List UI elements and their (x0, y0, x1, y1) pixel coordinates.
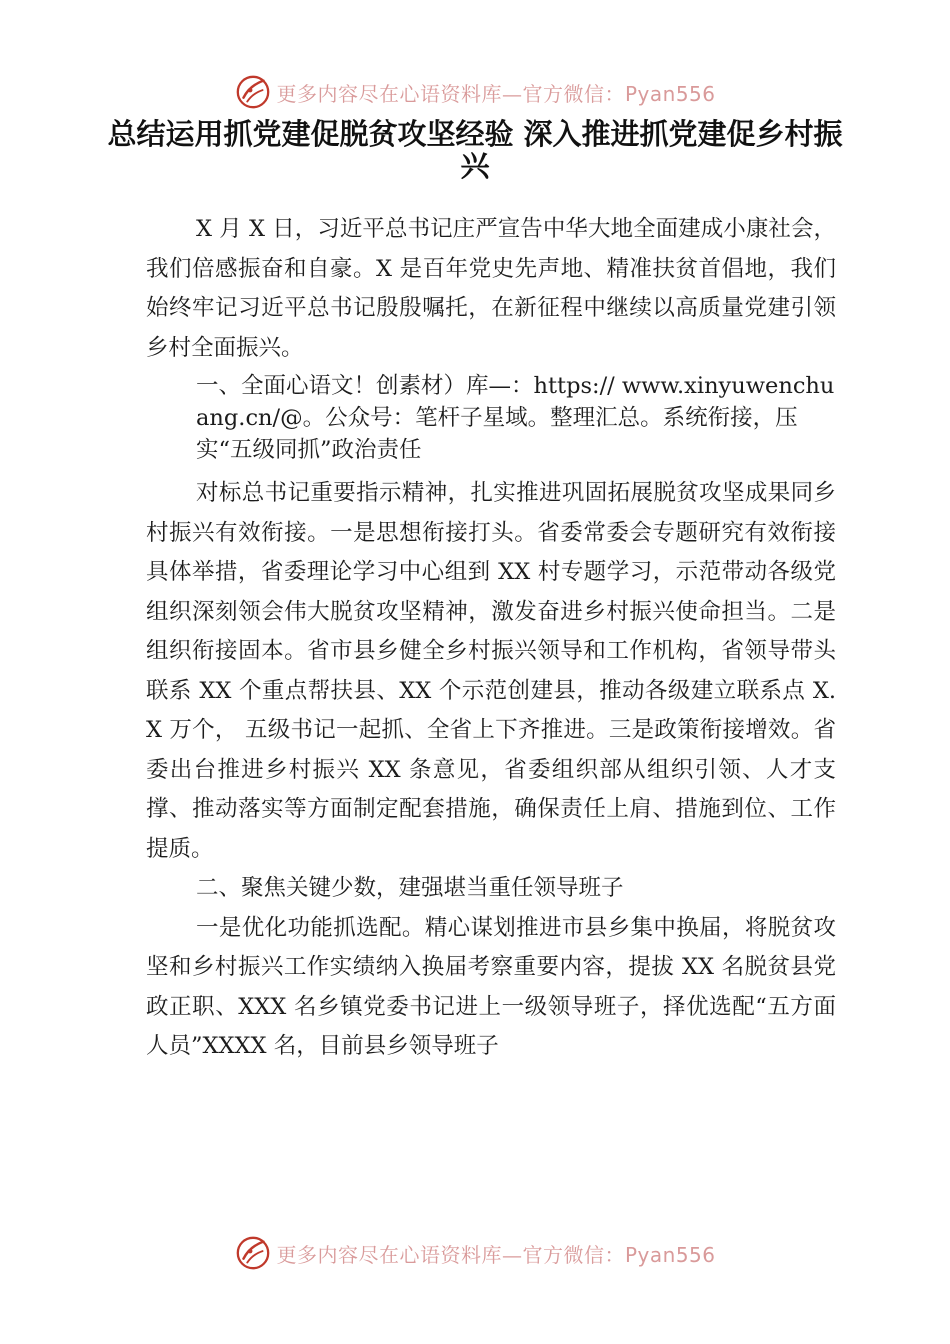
document-title: 总结运用抓党建促脱贫攻坚经验 深入推进抓党建促乡村振兴 (107, 117, 843, 183)
watermark-label-footer: 更多内容尽在心语资料库—官方微信： (276, 1242, 625, 1267)
document-body (146, 210, 836, 1067)
watermark-wechat-id: Pyan556 (624, 81, 716, 106)
section-heading-2: 二、聚焦关键少数，建强堪当重任领导班子 (196, 875, 624, 901)
brand-logo-icon (234, 73, 272, 111)
paragraph-section-1: 对标总书记重要指示精神，扎实推进巩固拓展脱贫攻坚成果同乡村振兴有效衔接。一是思想衔接打头。省委常委会专题研究有效衔接具体举措，省委理论学习中心组到 XX 村专题学习，示范带动各级党组织深刻领会伟大脱贫攻坚精神，激发奋进乡村振兴使命担当。二是组织衔接固本。省市县乡健全乡村振兴领导和工作机构，省领导带头联系 XX 个重点帮扶县、XX 个示范创建县，推动各级建立联系点 X.X 万个， 五级书记一起抓、全省上下齐推进。三是政策衔接增效。省 委出台推进乡村振兴 XX 条意见，省委组织部从组织引领、人才支撑、推动落实等方面制定配套措施，确保责任上肩、措施到位、工作提质。 (146, 480, 836, 862)
watermark-wechat-id-footer: Pyan556 (624, 1242, 716, 1267)
paragraph-section-2: 一是优化功能抓选配。精心谋划推进市县乡集中换届，将脱贫攻坚和乡村振兴工作实绩纳入换届考察重要内容，提拔 XX 名脱贫县党政正职、XXX 名乡镇党委书记进上一级领导班子，择优选配“五方面人员”XXXX 名，目前县乡领导班子 (146, 914, 836, 1059)
watermark-label: 更多内容尽在心语资料库—官方微信： (276, 81, 625, 106)
section-heading-1: 一、全面心语文！创素材）库—：https:// www.xinyuwenchuang.cn/@。公众号：笔杆子星域。整理汇总。系统衔接，压实“五级同抓”政治责任 (196, 373, 835, 463)
watermark-footer (0, 1231, 950, 1275)
watermark-group-footer (234, 1234, 715, 1272)
watermark-text (276, 78, 715, 107)
brand-logo-icon (234, 1234, 272, 1272)
watermark-group (234, 73, 715, 111)
watermark-text-footer (276, 1239, 715, 1268)
paragraph-intro: X 月 X 日，习近平总书记庄严宣告中华大地全面建成小康社会，我们倍感振奋和自豪。X 是百年党史先声地、精准扶贫首倡地，我们始终牢记习近平总书记殷殷嘱托，在新征程中继续以高质量党建引领乡村全面振兴。 (146, 216, 836, 361)
watermark-header (0, 70, 950, 114)
